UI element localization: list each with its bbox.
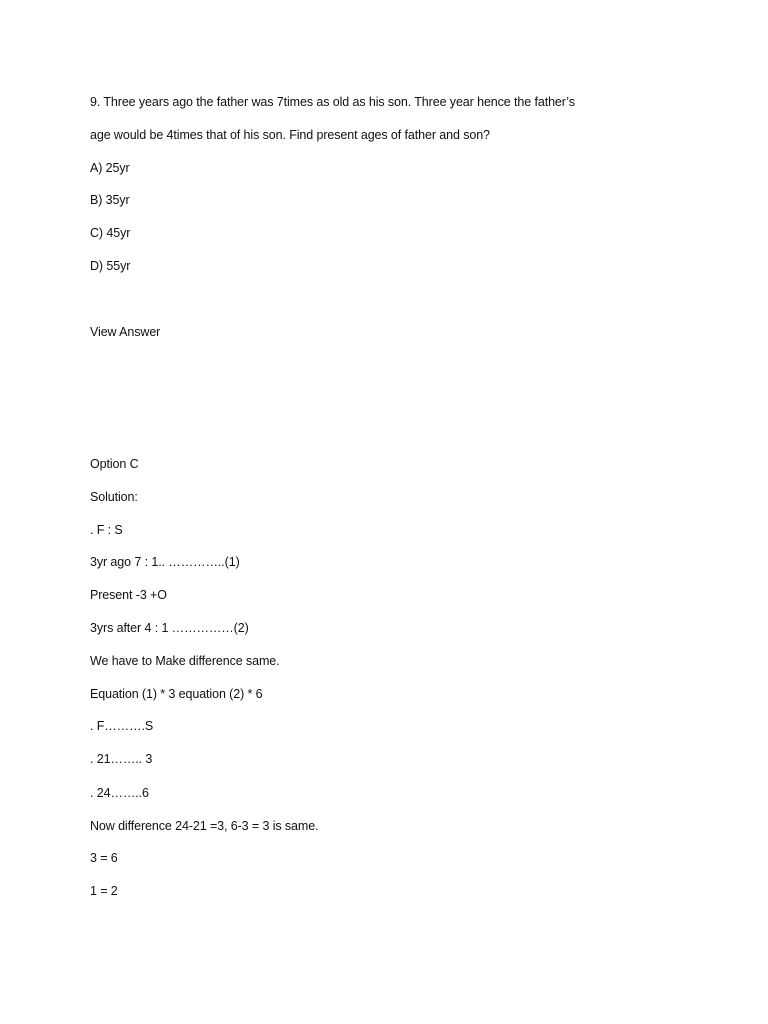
solution-line: We have to Make difference same. xyxy=(90,654,280,668)
solution-line: . 21…….. 3 xyxy=(90,752,153,766)
question-text-line-2: age would be 4times that of his son. Find present ages of father and son? xyxy=(90,128,490,142)
solution-line: Equation (1) * 3 equation (2) * 6 xyxy=(90,687,263,701)
solution-line: Present -3 +O xyxy=(90,588,167,602)
solution-line: Now difference 24-21 =3, 6-3 = 3 is same. xyxy=(90,819,319,833)
view-answer-link[interactable]: View Answer xyxy=(90,325,161,339)
option-a: A) 25yr xyxy=(90,161,130,175)
solution-line: 3yrs after 4 : 1 ……………(2) xyxy=(90,621,249,635)
solution-line: . F : S xyxy=(90,523,123,537)
solution-line: 3 = 6 xyxy=(90,851,118,865)
option-b: B) 35yr xyxy=(90,193,130,207)
solution-line: . F……….S xyxy=(90,719,154,733)
solution-line: 1 = 2 xyxy=(90,884,118,898)
answer-option: Option C xyxy=(90,457,139,471)
option-d: D) 55yr xyxy=(90,259,131,273)
question-text-line-1: 9. Three years ago the father was 7times as old as his son. Three year hence the father’s xyxy=(90,95,575,109)
option-c: C) 45yr xyxy=(90,226,131,240)
solution-heading: Solution: xyxy=(90,490,138,504)
solution-line: 3yr ago 7 : 1.. …………..(1) xyxy=(90,555,240,569)
solution-line: . 24……..6 xyxy=(90,786,149,800)
